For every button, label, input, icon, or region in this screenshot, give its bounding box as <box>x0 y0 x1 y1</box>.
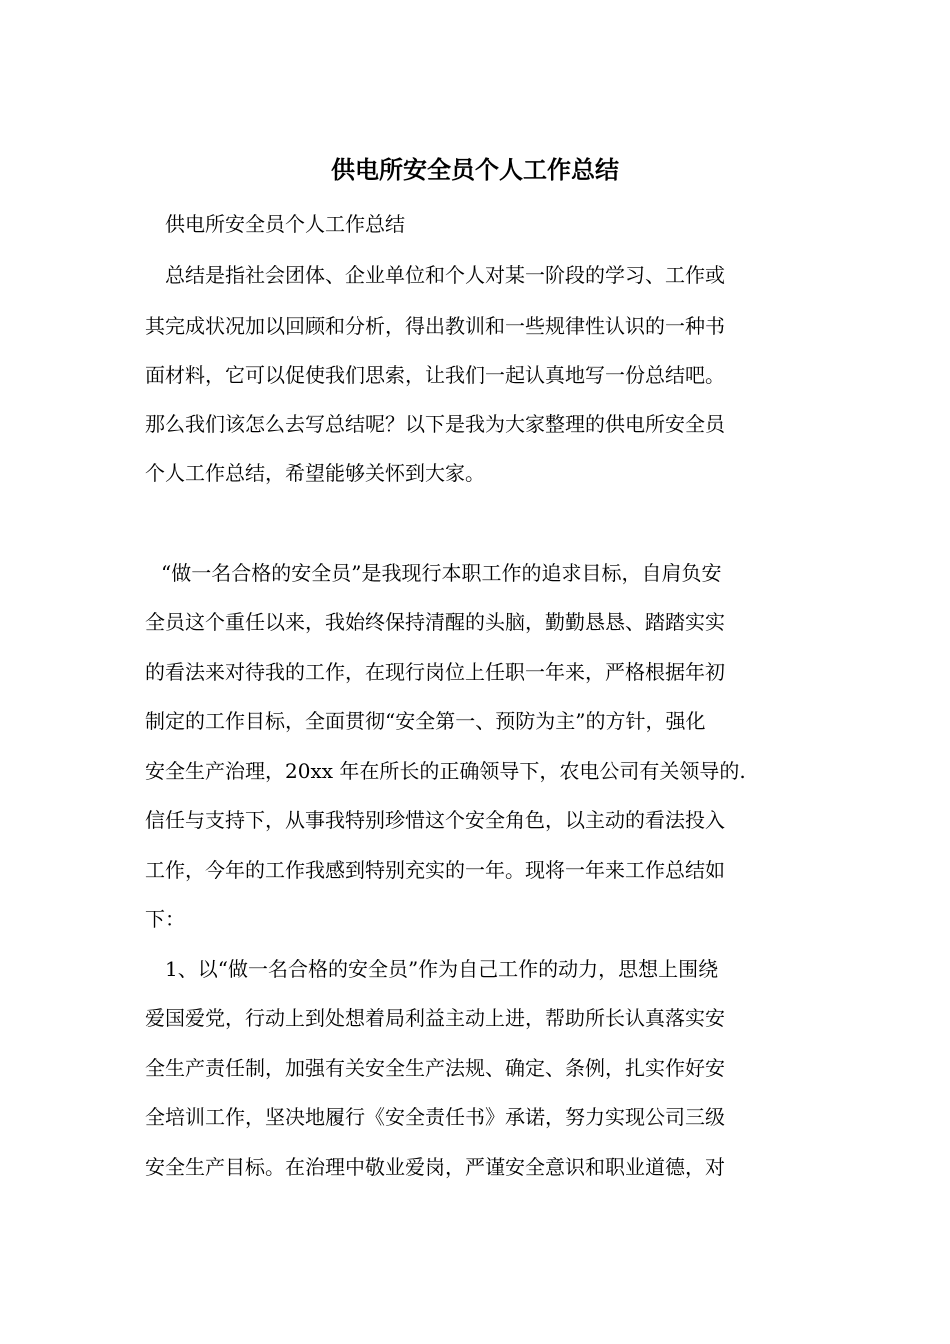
paragraph-1-line-3: 面材料，它可以促使我们思索，让我们一起认真地写一份总结吧。 <box>145 363 725 387</box>
paragraph-2-line-5: 安全生产治理，20xx 年在所长的正确领导下，农电公司有关领导的. <box>145 759 746 783</box>
paragraph-3-line-4: 全培训工作，坚决地履行《安全责任书》承诺，努力实现公司三级 <box>145 1105 725 1129</box>
page-title: 供电所安全员个人工作总结 <box>331 155 619 184</box>
document-subtitle: 供电所安全员个人工作总结 <box>165 212 405 236</box>
paragraph-1-line-5: 个人工作总结，希望能够关怀到大家。 <box>145 461 485 485</box>
paragraph-3-line-1: 1、以“做一名合格的安全员”作为自己工作的动力，思想上围绕 <box>165 957 719 981</box>
paragraph-2-line-8: 下： <box>145 907 185 931</box>
paragraph-2-line-7: 工作，今年的工作我感到特别充实的一年。现将一年来工作总结如 <box>145 858 725 882</box>
paragraph-2-line-6: 信任与支持下，从事我特别珍惜这个安全角色，以主动的看法投入 <box>145 808 725 832</box>
paragraph-2-line-3: 的看法来对待我的工作，在现行岗位上任职一年来，严格根据年初 <box>145 660 725 684</box>
paragraph-1-line-4: 那么我们该怎么去写总结呢？以下是我为大家整理的供电所安全员 <box>145 412 725 436</box>
paragraph-2-line-2: 全员这个重任以来，我始终保持清醒的头脑，勤勤恳恳、踏踏实实 <box>145 610 725 634</box>
paragraph-1-line-1: 总结是指社会团体、企业单位和个人对某一阶段的学习、工作或 <box>165 263 725 287</box>
paragraph-2-line-4: 制定的工作目标，全面贯彻“安全第一、预防为主”的方针，强化 <box>145 709 706 733</box>
paragraph-3-line-2: 爱国爱党，行动上到处想着局利益主动上进，帮助所长认真落实安 <box>145 1006 725 1030</box>
paragraph-3-line-5: 安全生产目标。在治理中敬业爱岗，严谨安全意识和职业道德，对 <box>145 1155 725 1179</box>
paragraph-2-line-1: “做一名合格的安全员”是我现行本职工作的追求目标，自肩负安 <box>161 561 722 585</box>
paragraph-3-line-3: 全生产责任制，加强有关安全生产法规、确定、条例，扎实作好安 <box>145 1056 725 1080</box>
paragraph-1-line-2: 其完成状况加以回顾和分析，得出教训和一些规律性认识的一种书 <box>145 314 725 338</box>
